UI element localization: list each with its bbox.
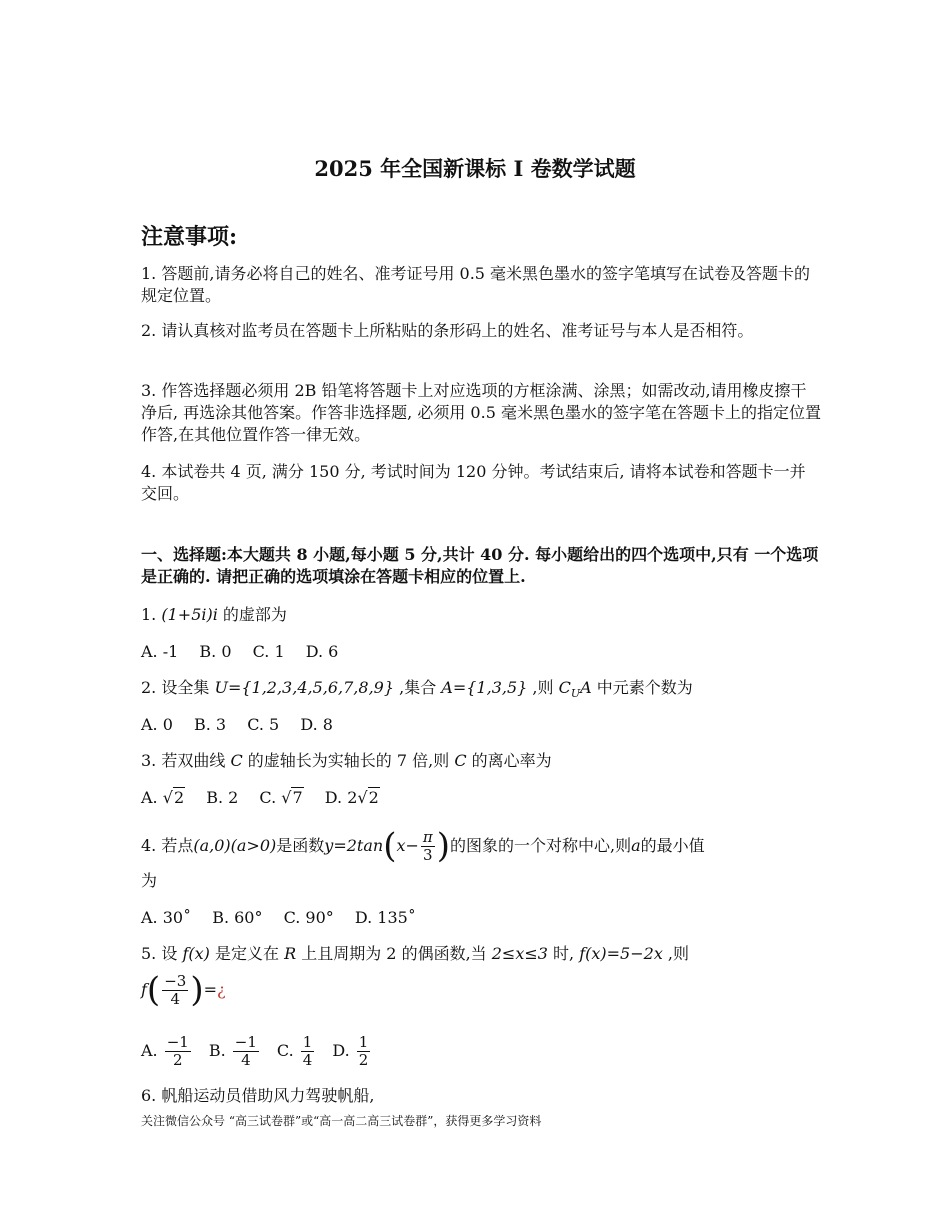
- option-a: A. 30˚: [141, 908, 192, 927]
- question-4-stem-cont: 为: [141, 871, 158, 890]
- option-b: B. 2: [206, 788, 239, 807]
- option-c: C. 1: [252, 642, 285, 661]
- option-a: A. $\frac{-1}{2}$: [141, 1032, 189, 1069]
- fraction: $\frac{-3}{4}$: [164, 971, 187, 1008]
- math-expression: A={1,3,5}: [441, 678, 528, 697]
- option-c: C. √7: [259, 788, 303, 807]
- notice-heading: 注意事项:: [141, 224, 238, 250]
- option-d: D. $\frac{1}{2}$: [332, 1032, 369, 1069]
- section-heading: 一、选择题:本大题共 8 小题,每小题 5 分,共计 40 分. 每小题给出的四个选项中,只有 一个选项是正确的. 请把正确的选项填涂在答题卡相应的位置上.: [141, 545, 819, 586]
- question-5-options: [141, 1028, 388, 1074]
- option-a: A. -1: [141, 642, 179, 661]
- math-expression: (a,0)(a>0): [193, 836, 277, 855]
- question-2-stem: 2. 设全集 U={1,2,3,4,5,6,7,8,9} ,集合 A={1,3,5} ,则 $C_UA$ 中元素个数为: [141, 678, 693, 701]
- option-d: D. 135˚: [354, 908, 416, 927]
- notice-item: 2. 请认真核对监考员在答题卡上所粘贴的条形码上的姓名、准考证号与本人是否相符。: [141, 321, 754, 340]
- question-6-stem: 6. 帆船运动员借助风力驾驶帆船,: [141, 1086, 375, 1105]
- option-d: D. 6: [305, 642, 339, 661]
- option-b: B. 60°: [212, 908, 263, 927]
- question-1-stem: 1. (1+5i)i 的虚部为: [141, 605, 287, 624]
- question-5-expression: f ( $\frac{-3}{4}$ ) = ¿: [141, 970, 226, 1010]
- math-expression: U={1,2,3,4,5,6,7,8,9}: [214, 678, 395, 697]
- notice-item: 3. 作答选择题必须用 2B 铅笔将答题卡上对应选项的方框涂满、涂黑；如需改动,请用橡皮擦干净后, 再选涂其他答案。作答非选择题, 必须用 0.5 毫米黑色墨水的签字笔在答题卡上的指定位置作答,在其他位置作答一律无效。: [141, 381, 821, 444]
- option-d: D. 2√2: [324, 788, 379, 807]
- question-4-options: [141, 907, 432, 929]
- fraction: $\frac{\pi}{3}$: [422, 827, 433, 864]
- notice-item: 1. 答题前,请务必将自己的姓名、准考证号用 0.5 毫米黑色墨水的签字笔填写在试卷及答题卡的规定位置。: [141, 264, 811, 305]
- question-2-options: [141, 714, 349, 736]
- math-expression: (1+5i)i: [161, 605, 218, 624]
- page-title: 2025 年全国新课标 I 卷数学试题: [314, 156, 636, 181]
- notice-item: 4. 本试卷共 4 页, 满分 150 分, 考试时间为 120 分钟。考试结束后, 请将本试卷和答题卡一并交回。: [141, 462, 806, 503]
- option-c: C. 5: [247, 715, 280, 734]
- option-d: D. 8: [300, 715, 333, 734]
- question-5-stem: 5. 设 f(x) 是定义在 R 上且周期为 2 的偶函数,当 2≤x≤3 时, f(x)=5−2x ,则: [141, 944, 690, 963]
- option-b: B. 0: [199, 642, 232, 661]
- option-a: A. 0: [141, 715, 173, 734]
- math-expression: C: [558, 678, 571, 697]
- question-4-stem: 4. 若点 (a,0)(a>0) 是函数 y=2tan ( x− $\frac{\pi}{3}$ ) 的图象的一个对称中心,则 a 的最小值: [141, 826, 705, 866]
- footer-note: 关注微信公众号 “高三试卷群”或“高一高二高三试卷群”，获得更多学习资料: [141, 1114, 542, 1128]
- option-b: B. 3: [194, 715, 227, 734]
- question-3-options: [141, 787, 396, 809]
- question-1-options: [141, 641, 354, 663]
- option-a: A. √2: [141, 788, 185, 807]
- math-expression: y=2tan: [324, 836, 384, 855]
- option-c: C. 90°: [283, 908, 334, 927]
- option-c: C. $\frac{1}{4}$: [276, 1032, 313, 1069]
- question-3-stem: 3. 若双曲线 C 的虚轴长为实轴长的 7 倍,则 C 的离心率为: [141, 751, 552, 770]
- option-b: B. $\frac{-1}{4}$: [208, 1032, 257, 1069]
